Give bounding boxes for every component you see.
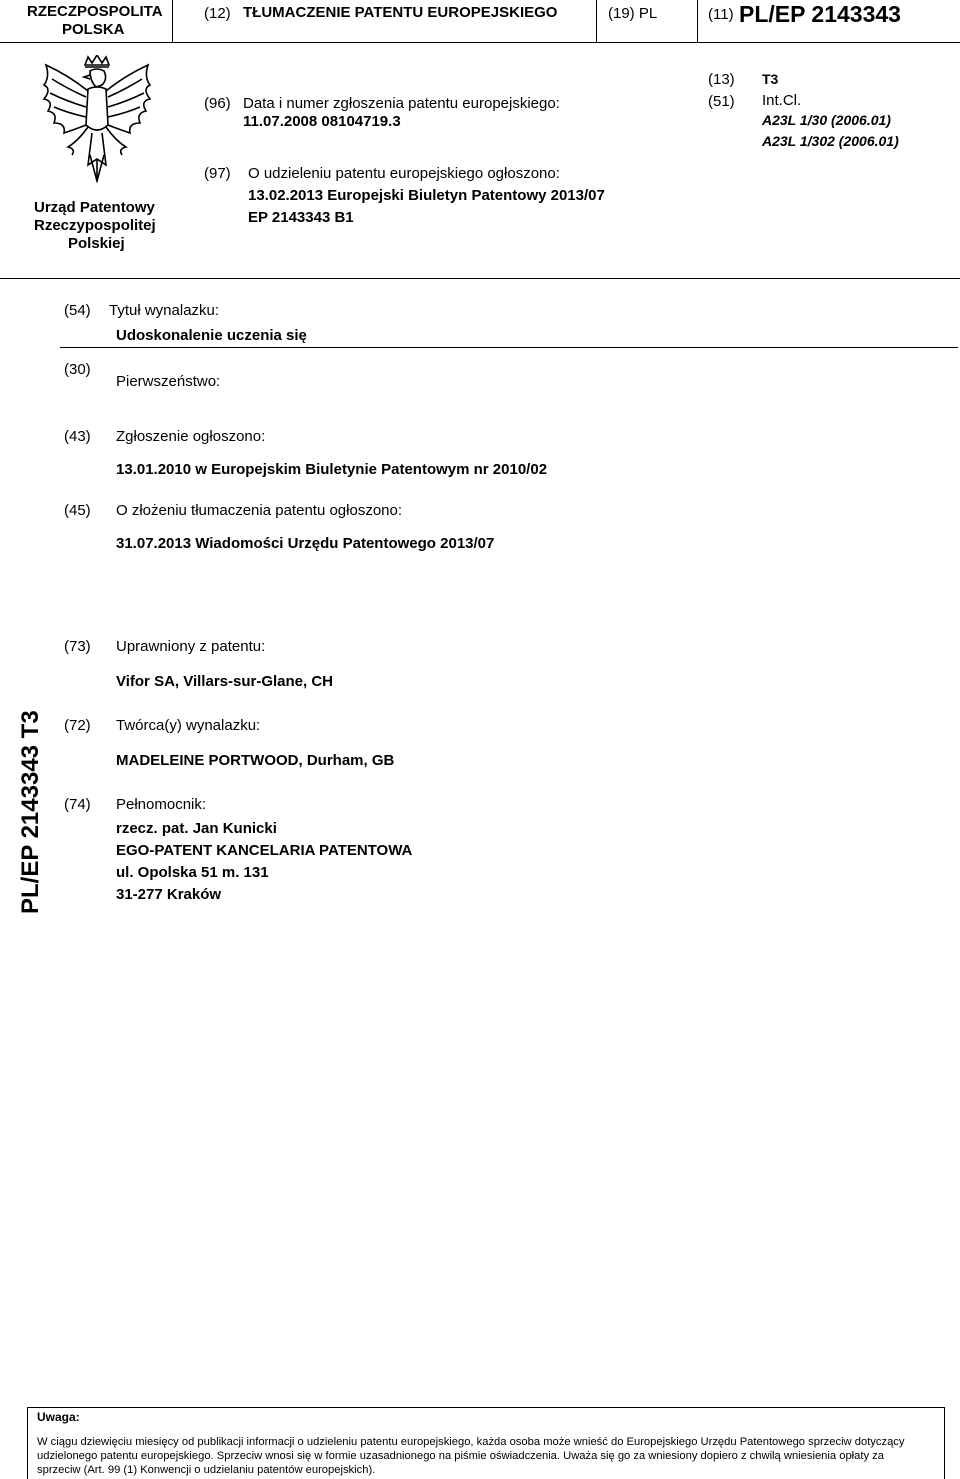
- patent-number: PL/EP 2143343: [739, 1, 901, 27]
- note-line-2: udzielonego patentu europejskiego. Sprzeciw wnosi się w formie uzasadnionego na piśmie oświadczenia. Uważa się go za wniesiony dopiero z chwilą wniesienia opłaty za: [37, 1450, 884, 1462]
- code-73: (73): [64, 638, 91, 655]
- translation-label: O złożeniu tłumaczenia patentu ogłoszono:: [116, 502, 403, 519]
- country-line1: RZECZPOSPOLITA: [27, 3, 163, 20]
- code-43: (43): [64, 428, 91, 445]
- document-type: TŁUMACZENIE PATENTU EUROPEJSKIEGO: [243, 4, 558, 21]
- office-line1: Urząd Patentowy: [34, 199, 155, 216]
- divider: [596, 0, 597, 42]
- code-13: (13): [708, 71, 735, 88]
- grant-label: O udzieleniu patentu europejskiego ogłoszono:: [248, 165, 560, 182]
- inventor-value: MADELEINE PORTWOOD, Durham, GB: [116, 752, 395, 769]
- divider: [172, 0, 173, 42]
- divider: [0, 42, 960, 43]
- application-value: 11.07.2008 08104719.3: [243, 113, 401, 130]
- office-line2: Rzeczypospolitej: [34, 217, 156, 234]
- code-54: (54): [64, 302, 91, 319]
- invention-title: Udoskonalenie uczenia się: [116, 327, 307, 344]
- int-cl-class-2: A23L 1/302 (2006.01): [762, 133, 899, 149]
- code-72: (72): [64, 717, 91, 734]
- note-line-1: W ciągu dziewięciu miesięcy od publikacji informacji o udzieleniu patentu europejskiego, każda osoba może wnieść do Europejskiego Urzędu Patentowego sprzeciw dotyczący: [37, 1436, 905, 1448]
- divider: [60, 347, 958, 348]
- attorney-line-3: ul. Opolska 51 m. 131: [116, 864, 269, 881]
- note-line-3: sprzeciw (Art. 99 (1) Konwencji o udzielaniu patentów europejskich).: [37, 1464, 376, 1476]
- int-cl-class-1: A23L 1/30 (2006.01): [762, 112, 891, 128]
- code-51: (51): [708, 93, 735, 110]
- divider: [27, 1407, 28, 1479]
- attorney-line-2: EGO-PATENT KANCELARIA PATENTOWA: [116, 842, 413, 859]
- code-12: (12): [204, 5, 231, 22]
- divider: [27, 1407, 945, 1408]
- publication-label: Zgłoszenie ogłoszono:: [116, 428, 266, 445]
- code-96: (96): [204, 95, 231, 112]
- attorney-line-4: 31-277 Kraków: [116, 886, 222, 903]
- code-74: (74): [64, 796, 91, 813]
- code-11: (11): [708, 6, 734, 23]
- application-label: Data i numer zgłoszenia patentu europejskiego:: [243, 95, 560, 112]
- priority-label: Pierwszeństwo:: [116, 373, 221, 390]
- country-line2: POLSKA: [62, 21, 125, 38]
- proprietor-value: Vifor SA, Villars-sur-Glane, CH: [116, 673, 334, 690]
- proprietor-label: Uprawniony z patentu:: [116, 638, 266, 655]
- attorney-label: Pełnomocnik:: [116, 796, 207, 813]
- code-97: (97): [204, 165, 231, 182]
- divider: [0, 278, 960, 279]
- attorney-line-1: rzecz. pat. Jan Kunicki: [116, 820, 277, 837]
- eagle-emblem-icon: [38, 55, 156, 183]
- grant-value-2: EP 2143343 B1: [248, 209, 354, 226]
- code-19: (19) PL: [608, 5, 658, 22]
- title-label: Tytuł wynalazku:: [109, 302, 220, 319]
- divider: [944, 1407, 945, 1479]
- code-30: (30): [64, 361, 91, 378]
- int-cl-label: Int.Cl.: [762, 92, 802, 109]
- inventor-label: Twórca(y) wynalazku:: [116, 717, 261, 734]
- note-title: Uwaga:: [37, 1410, 80, 1424]
- office-line3: Polskiej: [68, 235, 125, 252]
- divider: [697, 0, 698, 42]
- kind-code: T3: [762, 71, 779, 87]
- grant-value-1: 13.02.2013 Europejski Biuletyn Patentowy 2013/07: [248, 187, 605, 204]
- code-45: (45): [64, 502, 91, 519]
- side-patent-label: PL/EP 2143343 T3: [17, 710, 44, 914]
- translation-value: 31.07.2013 Wiadomości Urzędu Patentowego 2013/07: [116, 535, 495, 552]
- publication-value: 13.01.2010 w Europejskim Biuletynie Patentowym nr 2010/02: [116, 461, 548, 478]
